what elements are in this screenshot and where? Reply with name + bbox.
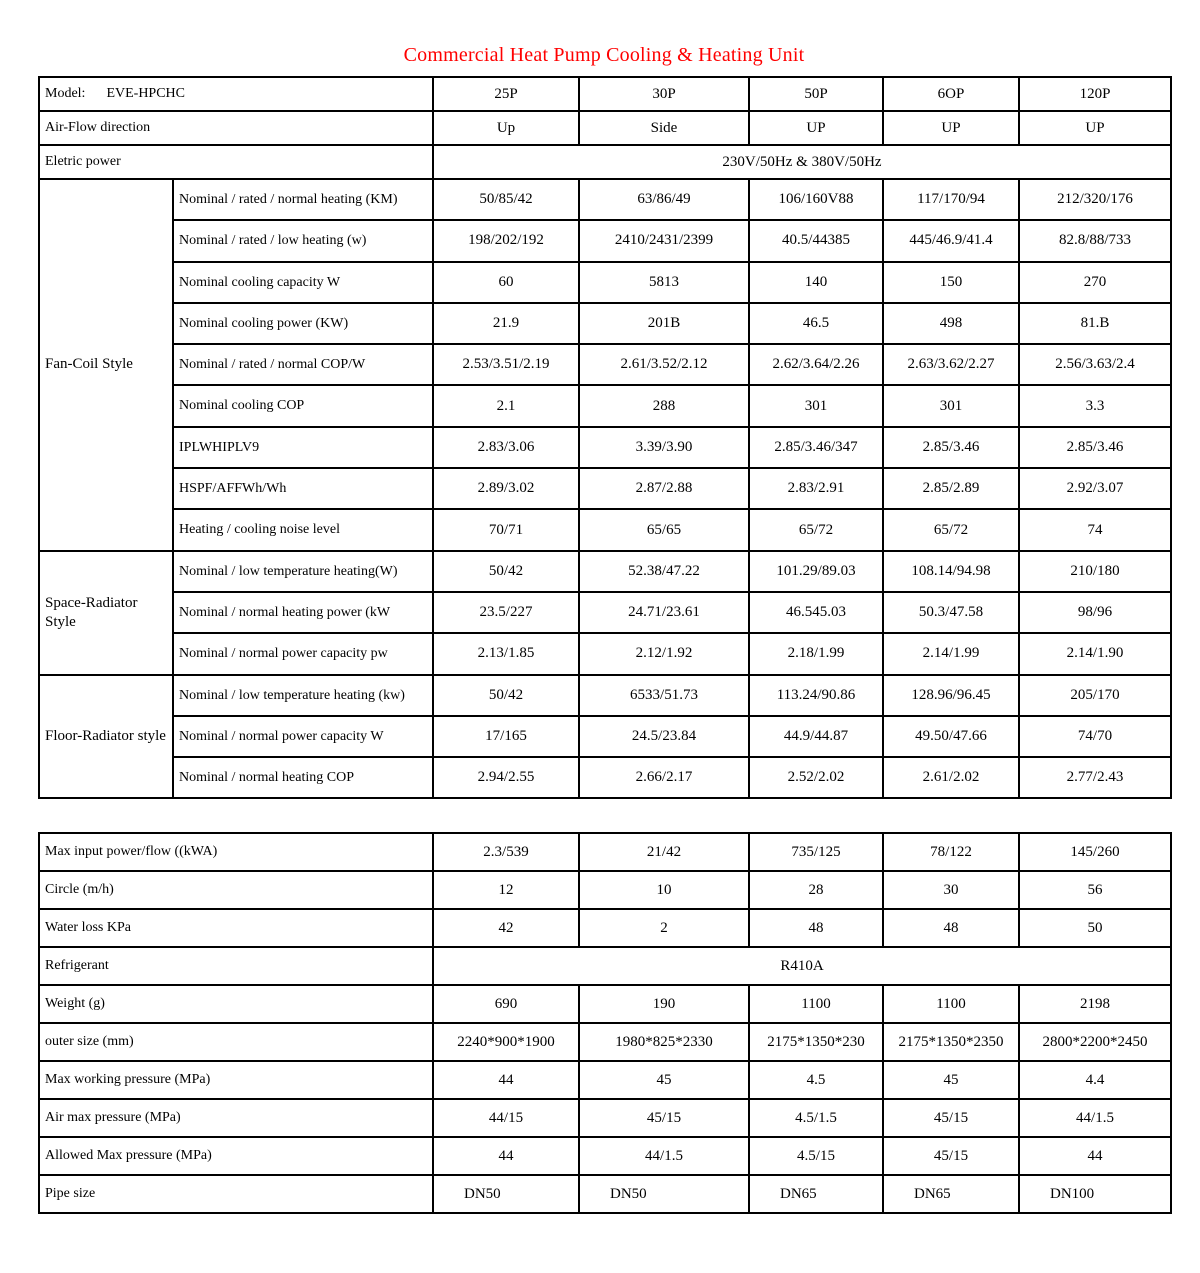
cell-value: 1980*825*2330 [579,1023,749,1061]
cell-value: 205/170 [1019,675,1171,716]
cell-value: 101.29/89.03 [749,551,883,592]
cell-value: 212/320/176 [1019,179,1171,220]
row-label: Nominal / rated / normal COP/W [173,344,433,385]
row-label: Nominal / normal heating power (kW [173,592,433,633]
row-label: Nominal cooling power (KW) [173,303,433,344]
table-row [39,344,1171,385]
cell-value: 48 [883,909,1019,947]
spec-table-secondary-body [39,833,1171,1213]
row-label: Nominal / rated / normal heating (KM) [173,179,433,220]
spec-table-main [38,76,1172,799]
cell-value: 2240*900*1900 [433,1023,579,1061]
row-label: Eletric power [39,145,433,179]
cell-value: 44 [433,1137,579,1175]
cell-value: 2.85/2.89 [883,468,1019,509]
cell-value: 2800*2200*2450 [1019,1023,1171,1061]
cell-value: 2.77/2.43 [1019,757,1171,798]
cell-value: 50.3/47.58 [883,592,1019,633]
cell-value: 65/65 [579,509,749,550]
row-label: Nominal cooling capacity W [173,262,433,303]
cell-value: 56 [1019,871,1171,909]
cell-value: 2.87/2.88 [579,468,749,509]
cell-value: 48 [749,909,883,947]
table-row [39,220,1171,261]
table-row [39,262,1171,303]
cell-value: 445/46.9/41.4 [883,220,1019,261]
cell-value: 65/72 [883,509,1019,550]
table-row [39,303,1171,344]
table-row [39,468,1171,509]
cell-value: 21.9 [433,303,579,344]
cell-value: 2.63/3.62/2.27 [883,344,1019,385]
cell-value: 2.13/1.85 [433,633,579,674]
table-row [39,1023,1171,1061]
cell-value: 2410/2431/2399 [579,220,749,261]
cell-value: 498 [883,303,1019,344]
cell-value: 2.94/2.55 [433,757,579,798]
row-label: Max working pressure (MPa) [39,1061,433,1099]
table-row [39,985,1171,1023]
row-label: outer size (mm) [39,1023,433,1061]
table-row [39,385,1171,426]
table-row [39,179,1171,220]
cell-value: 4.5/15 [749,1137,883,1175]
cell-value: 198/202/192 [433,220,579,261]
cell-value: 2.14/1.90 [1019,633,1171,674]
cell-value: 2 [579,909,749,947]
cell-value: 60 [433,262,579,303]
row-label: Air max pressure (MPa) [39,1099,433,1137]
cell-value-span: R410A [433,947,1171,985]
cell-value: 12 [433,871,579,909]
table-row [39,592,1171,633]
table-row [39,757,1171,798]
row-label: Nominal / low temperature heating (kw) [173,675,433,716]
row-label: Model: EVE-HPCHC [39,77,433,111]
cell-value: 106/160V88 [749,179,883,220]
table-row [39,833,1171,871]
cell-value: DN100 [1019,1175,1171,1213]
cell-value: 40.5/44385 [749,220,883,261]
cell-value: 2.83/3.06 [433,427,579,468]
cell-value: 44/1.5 [1019,1099,1171,1137]
cell-value: 24.71/23.61 [579,592,749,633]
table-row [39,675,1171,716]
cell-value: 50P [749,77,883,111]
cell-value: Side [579,111,749,145]
cell-value: 45 [883,1061,1019,1099]
cell-value: 140 [749,262,883,303]
cell-value: 46.545.03 [749,592,883,633]
cell-value: 46.5 [749,303,883,344]
table-row [39,111,1171,145]
cell-value: 6OP [883,77,1019,111]
cell-value: 2.12/1.92 [579,633,749,674]
cell-value: 301 [749,385,883,426]
cell-value: 74/70 [1019,716,1171,757]
cell-value: 2175*1350*230 [749,1023,883,1061]
cell-value: 25P [433,77,579,111]
cell-value: 45/15 [579,1099,749,1137]
table-row [39,633,1171,674]
cell-value: 4.5 [749,1061,883,1099]
cell-value: 30 [883,871,1019,909]
row-label: HSPF/AFFWh/Wh [173,468,433,509]
row-label: Nominal / normal heating COP [173,757,433,798]
cell-value: 50/42 [433,675,579,716]
row-label: Nominal / normal power capacity W [173,716,433,757]
cell-value-span: 230V/50Hz & 380V/50Hz [433,145,1171,179]
cell-value: 2.56/3.63/2.4 [1019,344,1171,385]
cell-value: 45/15 [883,1099,1019,1137]
cell-value: 2.3/539 [433,833,579,871]
cell-value: 2.85/3.46 [883,427,1019,468]
cell-value: DN50 [433,1175,579,1213]
row-label: IPLWHIPLV9 [173,427,433,468]
cell-value: 3.3 [1019,385,1171,426]
cell-value: 735/125 [749,833,883,871]
table-row [39,909,1171,947]
cell-value: 2.18/1.99 [749,633,883,674]
cell-value: 63/86/49 [579,179,749,220]
cell-value: 2.61/3.52/2.12 [579,344,749,385]
cell-value: 24.5/23.84 [579,716,749,757]
cell-value: DN50 [579,1175,749,1213]
cell-value: 81.B [1019,303,1171,344]
cell-value: 2.85/3.46 [1019,427,1171,468]
row-label: Nominal cooling COP [173,385,433,426]
cell-value: 2.92/3.07 [1019,468,1171,509]
cell-value: 21/42 [579,833,749,871]
row-label: Air-Flow direction [39,111,433,145]
cell-value: 2.89/3.02 [433,468,579,509]
table-row [39,1061,1171,1099]
cell-value: 113.24/90.86 [749,675,883,716]
cell-value: 2198 [1019,985,1171,1023]
cell-value: 6533/51.73 [579,675,749,716]
spec-table-secondary [38,832,1172,1214]
cell-value: 17/165 [433,716,579,757]
cell-value: 44 [433,1061,579,1099]
cell-value: 2.85/3.46/347 [749,427,883,468]
cell-value: 4.5/1.5 [749,1099,883,1137]
row-label: Nominal / normal power capacity pw [173,633,433,674]
group-label: Space-Radiator Style [39,551,173,675]
cell-value: 128.96/96.45 [883,675,1019,716]
spec-table-main-body [39,77,1171,798]
cell-value: 190 [579,985,749,1023]
cell-value: 2.53/3.51/2.19 [433,344,579,385]
table-row [39,145,1171,179]
cell-value: 10 [579,871,749,909]
cell-value: Up [433,111,579,145]
table-row [39,427,1171,468]
table-row [39,871,1171,909]
cell-value: 52.38/47.22 [579,551,749,592]
cell-value: 44 [1019,1137,1171,1175]
group-label: Fan-Coil Style [39,179,173,551]
row-label: Refrigerant [39,947,433,985]
cell-value: 65/72 [749,509,883,550]
row-label: Nominal / low temperature heating(W) [173,551,433,592]
cell-value: 145/260 [1019,833,1171,871]
table-row [39,1099,1171,1137]
cell-value: 2.14/1.99 [883,633,1019,674]
cell-value: 28 [749,871,883,909]
table-row [39,947,1171,985]
cell-value: 82.8/88/733 [1019,220,1171,261]
cell-value: 150 [883,262,1019,303]
table-row [39,716,1171,757]
cell-value: 3.39/3.90 [579,427,749,468]
cell-value: 70/71 [433,509,579,550]
row-label: Heating / cooling noise level [173,509,433,550]
cell-value: 49.50/47.66 [883,716,1019,757]
cell-value: 4.4 [1019,1061,1171,1099]
group-label: Floor-Radiator style [39,675,173,799]
cell-value: 108.14/94.98 [883,551,1019,592]
cell-value: 301 [883,385,1019,426]
cell-value: 2.83/2.91 [749,468,883,509]
cell-value: 78/122 [883,833,1019,871]
cell-value: 1100 [749,985,883,1023]
cell-value: 2.66/2.17 [579,757,749,798]
cell-value: 45/15 [883,1137,1019,1175]
table-row [39,1175,1171,1213]
cell-value: 45 [579,1061,749,1099]
cell-value: 2.62/3.64/2.26 [749,344,883,385]
cell-value: DN65 [883,1175,1019,1213]
table-row [39,1137,1171,1175]
cell-value: 2.52/2.02 [749,757,883,798]
cell-value: UP [883,111,1019,145]
cell-value: 50/85/42 [433,179,579,220]
row-label: Max input power/flow ((kWA) [39,833,433,871]
cell-value: 288 [579,385,749,426]
cell-value: 30P [579,77,749,111]
cell-value: 44/1.5 [579,1137,749,1175]
page-title: Commercial Heat Pump Cooling & Heating Unit [403,44,805,66]
cell-value: 98/96 [1019,592,1171,633]
cell-value: 1100 [883,985,1019,1023]
cell-value: UP [1019,111,1171,145]
cell-value: 23.5/227 [433,592,579,633]
cell-value: 42 [433,909,579,947]
row-label: Nominal / rated / low heating (w) [173,220,433,261]
row-label: Weight (g) [39,985,433,1023]
cell-value: DN65 [749,1175,883,1213]
row-label: Circle (m/h) [39,871,433,909]
cell-value: 50/42 [433,551,579,592]
cell-value: 2175*1350*2350 [883,1023,1019,1061]
cell-value: 120P [1019,77,1171,111]
cell-value: 5813 [579,262,749,303]
row-label: Allowed Max pressure (MPa) [39,1137,433,1175]
cell-value: UP [749,111,883,145]
cell-value: 2.1 [433,385,579,426]
cell-value: 44/15 [433,1099,579,1137]
cell-value: 44.9/44.87 [749,716,883,757]
cell-value: 201B [579,303,749,344]
table-row [39,509,1171,550]
table-row [39,551,1171,592]
cell-value: 210/180 [1019,551,1171,592]
row-label: Water loss KPa [39,909,433,947]
cell-value: 690 [433,985,579,1023]
row-label: Pipe size [39,1175,433,1213]
cell-value: 117/170/94 [883,179,1019,220]
cell-value: 74 [1019,509,1171,550]
cell-value: 270 [1019,262,1171,303]
cell-value: 50 [1019,909,1171,947]
cell-value: 2.61/2.02 [883,757,1019,798]
table-row [39,77,1171,111]
